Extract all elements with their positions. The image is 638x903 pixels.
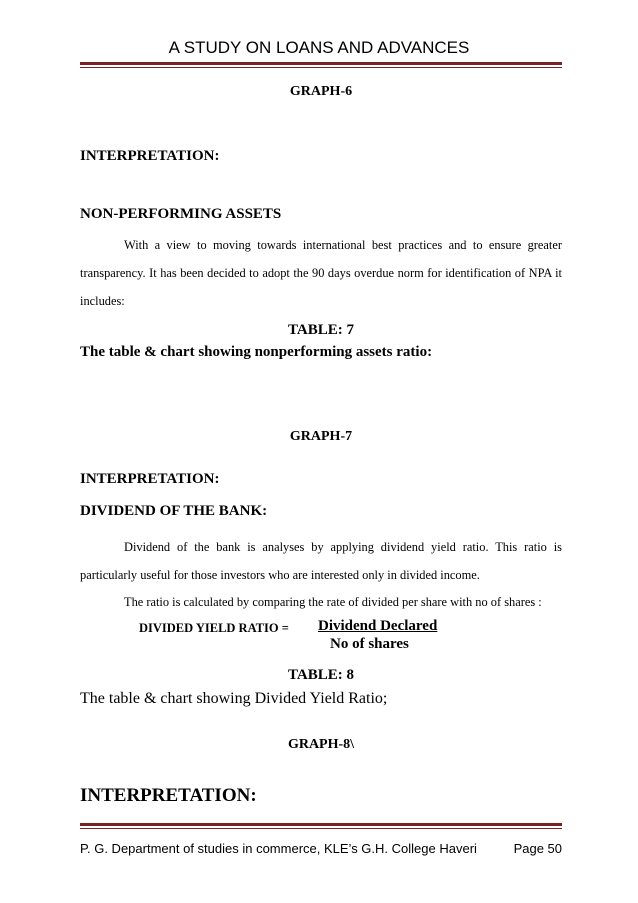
ratio-paragraph: The ratio is calculated by comparing the rate of divided per share with no of shares : bbox=[124, 595, 542, 609]
footer-rule-thin bbox=[80, 828, 562, 829]
formula-label: DIVIDED YIELD RATIO = bbox=[139, 621, 289, 635]
npa-heading: NON-PERFORMING ASSETS bbox=[80, 206, 282, 222]
table-7-caption: The table & chart showing nonperforming assets ratio: bbox=[80, 344, 433, 360]
table-7-label: TABLE: 7 bbox=[288, 322, 354, 338]
dividend-heading: DIVIDEND OF THE BANK: bbox=[80, 503, 268, 519]
formula-numerator: Dividend Declared bbox=[318, 618, 438, 634]
footer-department: P. G. Department of studies in commerce, KLE’s G.H. College Haveri bbox=[80, 841, 477, 856]
npa-paragraph: With a view to moving towards international best practices and to ensure greater transparency. It has been decided to adopt the 90 days overdue norm for identification of NPA it includes: bbox=[80, 238, 562, 308]
table-8-caption: The table & chart showing Divided Yield Ratio; bbox=[80, 690, 388, 707]
interpretation-heading-1: INTERPRETATION: bbox=[80, 148, 220, 164]
footer-page-number: Page 50 bbox=[513, 841, 562, 856]
page-footer bbox=[80, 841, 562, 856]
header-rule-thick bbox=[80, 62, 562, 65]
table-8-label: TABLE: 8 bbox=[288, 667, 354, 683]
interpretation-heading-3: INTERPRETATION: bbox=[80, 785, 257, 806]
graph-8-label: GRAPH-8\ bbox=[287, 737, 355, 752]
header-rule-thin bbox=[80, 67, 562, 68]
footer-rule-thick bbox=[80, 823, 562, 826]
dividend-paragraph: Dividend of the bank is analyses by applying dividend yield ratio. This ratio is particularly useful for those investors who are interested only in divided income. bbox=[80, 540, 562, 582]
graph-6-label: GRAPH-6 bbox=[289, 84, 353, 99]
interpretation-heading-2: INTERPRETATION: bbox=[80, 471, 220, 487]
graph-7-label: GRAPH-7 bbox=[289, 429, 353, 444]
page-header-title: A STUDY ON LOANS AND ADVANCES bbox=[168, 38, 470, 57]
formula-denominator: No of shares bbox=[330, 636, 409, 652]
